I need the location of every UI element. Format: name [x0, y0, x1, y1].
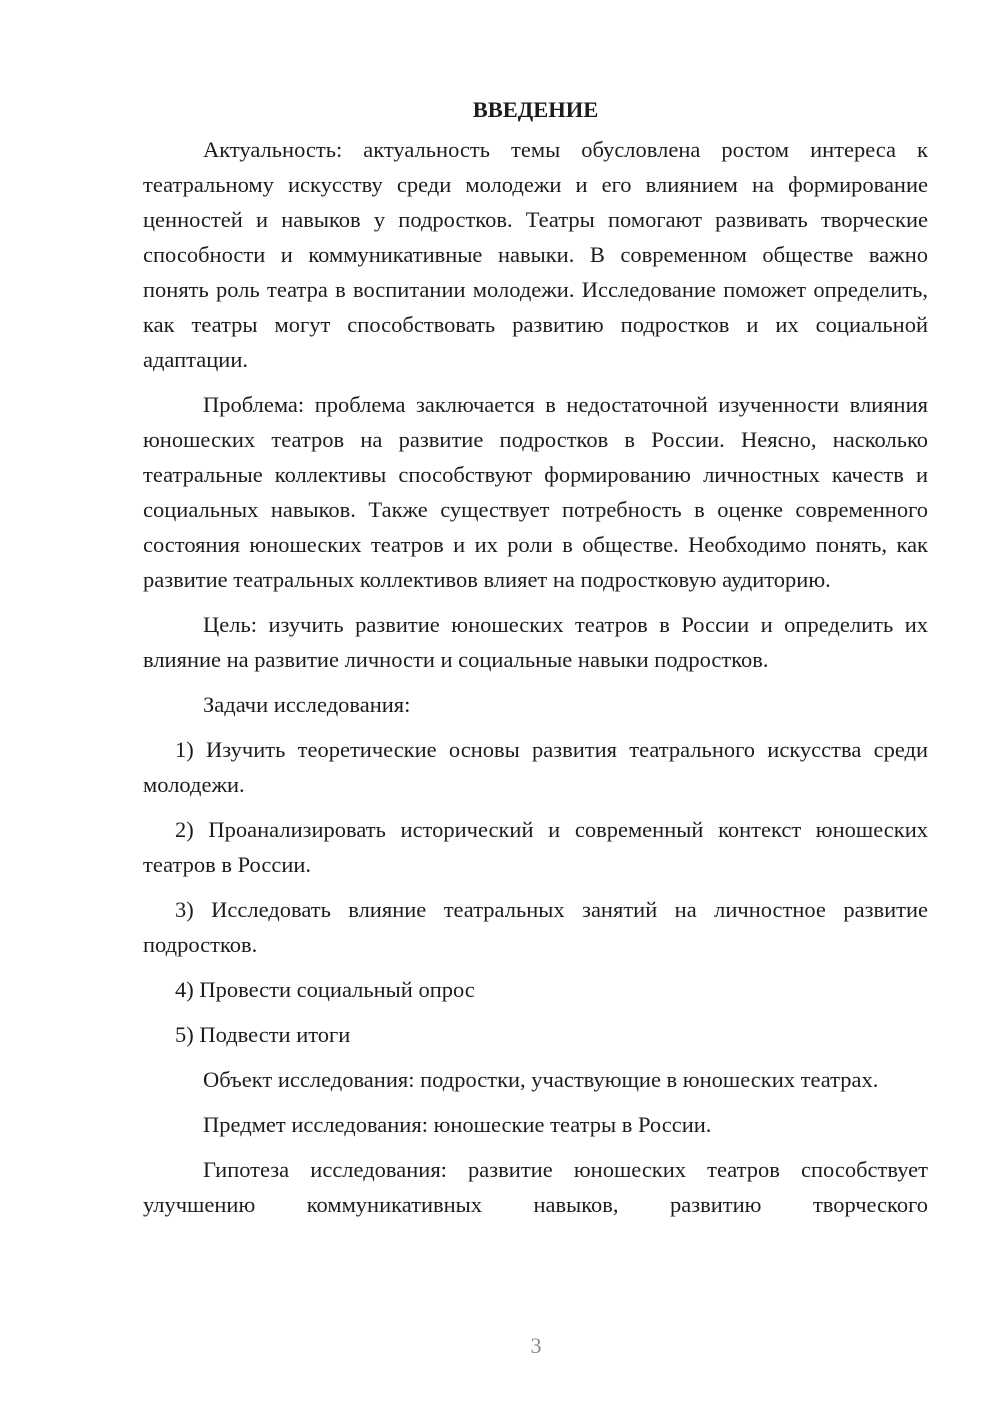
relevance-paragraph: Актуальность: актуальность темы обусловлена ростом интереса к театральному искусству среди молодежи и его влиянием на формирование ценностей и навыков у подростков. Театры помогают развивать творческие способности и коммуникативные навыки. В современном обществе важно понять роль театра в воспитании молодежи. Исследование поможет определить, как театры могут способствовать развитию подростков и их социальной адаптации.: [143, 137, 928, 372]
task-item: 3) Исследовать влияние театральных занятий на личностное развитие подростков.: [143, 897, 928, 957]
task-item: 1) Изучить теоретические основы развития театрального искусства среди молодежи.: [143, 737, 928, 797]
page-number: 3: [530, 1333, 542, 1358]
problem-paragraph: Проблема: проблема заключается в недостаточной изученности влияния юношеских театров на развитие подростков в России. Неясно, насколько театральные коллективы способствуют формированию личностных качеств и социальных навыков. Также существует потребность в оценке современного состояния юношеских театров и их роли в обществе. Необходимо понять, как развитие театральных коллективов влияет на подростковую аудиторию.: [143, 392, 928, 592]
document-body: [143, 92, 928, 1232]
task-item: 4) Провести социальный опрос: [175, 977, 475, 1002]
subject-paragraph: Предмет исследования: юношеские театры в России.: [203, 1112, 712, 1137]
task-item: 5) Подвести итоги: [175, 1022, 351, 1047]
goal-paragraph: Цель: изучить развитие юношеских театров в России и определить их влияние на развитие личности и социальные навыки подростков.: [143, 612, 928, 672]
page-title: ВВЕДЕНИЕ: [472, 97, 599, 122]
object-paragraph: Объект исследования: подростки, участвующие в юношеских театрах.: [203, 1067, 879, 1092]
hypothesis-paragraph: Гипотеза исследования: развитие юношеских театров способствует улучшению коммуникативных навыков, развитию творческого: [143, 1157, 928, 1217]
task-item: 2) Проанализировать исторический и современный контекст юношеских театров в России.: [143, 817, 928, 877]
tasks-title: Задачи исследования:: [203, 692, 411, 717]
